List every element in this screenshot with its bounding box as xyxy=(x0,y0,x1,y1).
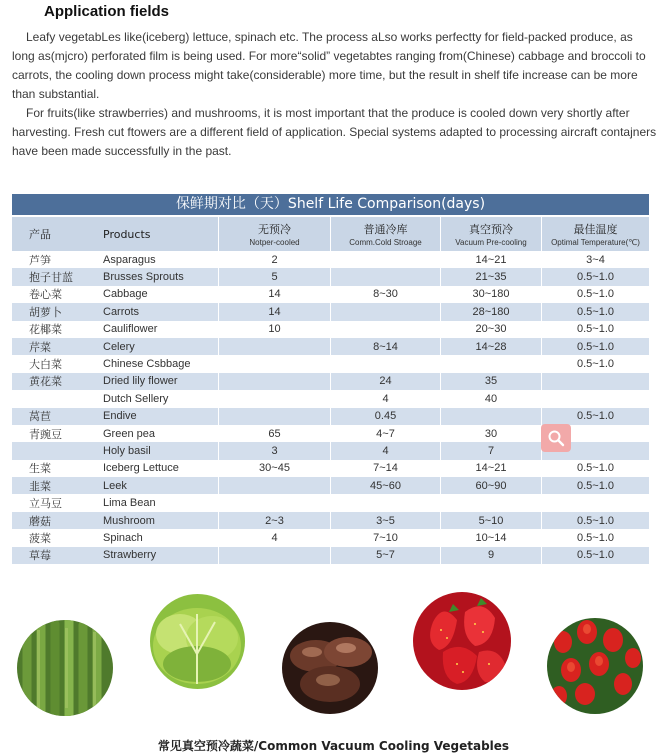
cell-product-zh: 韭菜 xyxy=(29,479,51,493)
cell-vacuum-precooling: 7 xyxy=(440,442,541,459)
cell-not-precooled xyxy=(218,494,330,511)
cell-product-zh: 莴苣 xyxy=(29,410,51,424)
table-row xyxy=(12,355,649,372)
cell-product-zh: 蘑菇 xyxy=(29,514,51,528)
cell-optimal-temperature: 0.5~1.0 xyxy=(541,268,649,285)
cell-optimal-temperature xyxy=(541,390,649,407)
cell-cold-storage xyxy=(330,268,440,285)
cell-product-zh: 菠菜 xyxy=(29,531,51,545)
table-row xyxy=(12,303,649,320)
header-text: 真空预冷 xyxy=(469,223,513,236)
cell-not-precooled xyxy=(218,355,330,372)
cell-cold-storage xyxy=(330,355,440,372)
cell-not-precooled: 30~45 xyxy=(218,460,330,477)
table-row xyxy=(12,390,649,407)
cell-not-precooled xyxy=(218,373,330,390)
header-text: 无预冷 xyxy=(258,223,291,236)
table-row xyxy=(12,286,649,303)
cell-cold-storage: 4 xyxy=(330,390,440,407)
section-heading: Application fields xyxy=(44,3,170,20)
cell-vacuum-precooling: 35 xyxy=(440,373,541,390)
cell-product-en: Asparagus xyxy=(103,253,156,266)
cell-product-zh xyxy=(12,390,91,407)
header-subtext: Comm.Cold Stroage xyxy=(349,238,422,247)
header-optimal-temperature xyxy=(541,217,649,251)
cell-vacuum-precooling: 60~90 xyxy=(440,477,541,494)
cell-product-zh: 大白菜 xyxy=(29,358,62,372)
header-not-precooled xyxy=(218,217,330,251)
table-row xyxy=(12,268,649,285)
cell-product-en: Holy basil xyxy=(103,444,151,457)
cell-cold-storage xyxy=(330,494,440,511)
cell-optimal-temperature: 0.5~1.0 xyxy=(541,512,649,529)
table-row xyxy=(12,321,649,338)
cell-not-precooled xyxy=(218,390,330,407)
cell-product-zh xyxy=(12,442,91,459)
cell-product-zh: 芹菜 xyxy=(29,340,51,354)
vegetable-photos xyxy=(0,590,667,720)
header-text: Products xyxy=(103,227,151,241)
cell-product-en: Mushroom xyxy=(103,514,155,527)
cell-optimal-temperature xyxy=(541,494,649,511)
cell-cold-storage: 8~30 xyxy=(330,286,440,303)
cell-product-en: Cauliflower xyxy=(103,323,158,336)
cell-cold-storage: 4~7 xyxy=(330,425,440,442)
cell-optimal-temperature: 0.5~1.0 xyxy=(541,321,649,338)
mushroom-photo xyxy=(282,622,378,714)
zoom-button[interactable] xyxy=(541,424,571,452)
cell-cold-storage: 8~14 xyxy=(330,338,440,355)
cell-cold-storage: 7~10 xyxy=(330,529,440,546)
cell-not-precooled: 2~3 xyxy=(218,512,330,529)
cell-optimal-temperature: 0.5~1.0 xyxy=(541,547,649,564)
cell-product-en: Endive xyxy=(103,410,137,423)
header-text: 最佳温度 xyxy=(573,223,618,236)
cell-optimal-temperature: 0.5~1.0 xyxy=(541,338,649,355)
table-row xyxy=(12,547,649,564)
cell-optimal-temperature: 0.5~1.0 xyxy=(541,460,649,477)
cell-product-zh: 抱子甘蓝 xyxy=(29,271,73,285)
cell-optimal-temperature: 0.5~1.0 xyxy=(541,355,649,372)
cell-vacuum-precooling: 30~180 xyxy=(440,286,541,303)
header-cold-storage xyxy=(330,217,440,251)
cell-not-precooled xyxy=(218,408,330,425)
cell-product-zh: 生菜 xyxy=(29,462,51,476)
header-text: 普通冷库 xyxy=(363,223,408,236)
cell-vacuum-precooling xyxy=(440,355,541,372)
paragraph-vegetables: Leafy vegetabLes like(iceberg) lettuce, spinach etc. The process aLso works perfectty for field-packed produce, as long as(mjcro) perforated film is being used. For more“solid” vegetabtes ranging from(Chinese) cabbage and broccoli to carrots, the cooling down process might take(considerable) more time, but the result in shelf tife increase can be more than substantial. xyxy=(12,30,646,101)
cell-optimal-temperature: 0.5~1.0 xyxy=(541,529,649,546)
cell-not-precooled xyxy=(218,338,330,355)
table-row xyxy=(12,529,649,546)
cell-not-precooled: 4 xyxy=(218,529,330,546)
cell-not-precooled: 3 xyxy=(218,442,330,459)
tulip-photo xyxy=(547,618,643,714)
cell-product-en: Dutch Sellery xyxy=(103,392,169,405)
table-row xyxy=(12,251,649,268)
header-product-zh xyxy=(12,217,91,251)
header-subtext: Vacuum Pre-cooling xyxy=(455,238,527,247)
cell-vacuum-precooling: 40 xyxy=(440,390,541,407)
cell-product-en: Spinach xyxy=(103,531,143,544)
cell-cold-storage xyxy=(330,303,440,320)
cell-product-en: Iceberg Lettuce xyxy=(103,462,179,475)
table-row xyxy=(12,408,649,425)
table-row xyxy=(12,460,649,477)
shelf-life-table xyxy=(12,194,649,564)
cell-product-zh: 草莓 xyxy=(29,549,51,563)
cell-optimal-temperature xyxy=(541,373,649,390)
cell-product-en: Carrots xyxy=(103,305,140,318)
cell-vacuum-precooling xyxy=(440,494,541,511)
cell-product-zh: 芦笋 xyxy=(29,253,51,267)
cell-cold-storage: 5~7 xyxy=(330,547,440,564)
table-header-row xyxy=(12,215,649,251)
cell-product-en: Chinese Csbbage xyxy=(103,358,191,371)
cell-cold-storage: 3~5 xyxy=(330,512,440,529)
cell-product-en: Celery xyxy=(103,340,135,353)
cell-cold-storage: 45~60 xyxy=(330,477,440,494)
table-row xyxy=(12,373,649,390)
cell-not-precooled: 10 xyxy=(218,321,330,338)
cell-not-precooled: 65 xyxy=(218,425,330,442)
cell-vacuum-precooling: 21~35 xyxy=(440,268,541,285)
cell-cold-storage: 0.45 xyxy=(330,408,440,425)
header-vacuum-precooling xyxy=(440,217,541,251)
cell-vacuum-precooling: 9 xyxy=(440,547,541,564)
cell-product-zh: 卷心菜 xyxy=(29,288,62,302)
header-products xyxy=(91,217,218,251)
cell-product-en: Dried lily flower xyxy=(103,375,178,388)
cell-product-en: Brusses Sprouts xyxy=(103,271,184,284)
paragraph-fruits: For fruits(like strawberries) and mushrooms, it is most important that the produce is cooled down very shortly after harvesting. Fresh cut ftowers are a different field of application. Special systems adapted to processing aircraft contajners have been made successfully in the past. xyxy=(12,106,657,158)
table-row xyxy=(12,512,649,529)
cell-product-zh: 花椰菜 xyxy=(29,323,62,337)
cell-not-precooled xyxy=(218,547,330,564)
cell-vacuum-precooling: 14~21 xyxy=(440,251,541,268)
cell-optimal-temperature: 0.5~1.0 xyxy=(541,408,649,425)
cell-product-en: Green pea xyxy=(103,427,155,440)
cell-vacuum-precooling: 28~180 xyxy=(440,303,541,320)
cell-vacuum-precooling: 5~10 xyxy=(440,512,541,529)
strawberry-photo xyxy=(413,592,511,690)
cell-vacuum-precooling: 14~28 xyxy=(440,338,541,355)
cell-not-precooled: 5 xyxy=(218,268,330,285)
cell-vacuum-precooling: 20~30 xyxy=(440,321,541,338)
photos-caption: 常见真空预冷蔬菜/Common Vacuum Cooling Vegetables xyxy=(157,739,510,753)
table-body xyxy=(12,251,649,564)
cell-cold-storage: 4 xyxy=(330,442,440,459)
cell-cold-storage xyxy=(330,321,440,338)
cell-not-precooled: 14 xyxy=(218,286,330,303)
cell-product-en: Strawberry xyxy=(103,549,157,562)
cell-not-precooled: 2 xyxy=(218,251,330,268)
cell-product-zh: 黄花菜 xyxy=(29,375,62,389)
cell-vacuum-precooling: 14~21 xyxy=(440,460,541,477)
cell-vacuum-precooling: 30 xyxy=(440,425,541,442)
cell-cold-storage: 24 xyxy=(330,373,440,390)
header-subtext: Notper-cooled xyxy=(249,238,300,247)
cell-product-en: Lima Bean xyxy=(103,497,156,510)
cell-optimal-temperature: 3~4 xyxy=(541,251,649,268)
magnifier-icon xyxy=(547,429,565,447)
asparagus-photo xyxy=(17,620,113,716)
cell-vacuum-precooling xyxy=(440,408,541,425)
table-row xyxy=(12,477,649,494)
cell-product-zh: 胡萝卜 xyxy=(29,305,62,319)
cell-product-zh: 青豌豆 xyxy=(29,427,62,441)
cell-not-precooled: 14 xyxy=(218,303,330,320)
cell-vacuum-precooling: 10~14 xyxy=(440,529,541,546)
header-subtext: Optimal Temperature(℃) xyxy=(551,238,640,247)
cell-cold-storage xyxy=(330,251,440,268)
table-row xyxy=(12,338,649,355)
table-title: 保鲜期对比（天）Shelf Life Comparison(days) xyxy=(12,194,649,215)
table-row xyxy=(12,494,649,511)
cell-cold-storage: 7~14 xyxy=(330,460,440,477)
cell-optimal-temperature: 0.5~1.0 xyxy=(541,477,649,494)
cell-product-en: Leek xyxy=(103,479,127,492)
cell-not-precooled xyxy=(218,477,330,494)
cell-optimal-temperature: 0.5~1.0 xyxy=(541,303,649,320)
lettuce-photo xyxy=(150,594,245,689)
cell-product-en: Cabbage xyxy=(103,288,148,301)
cell-product-zh: 立马豆 xyxy=(29,497,62,511)
header-text: 产品 xyxy=(29,228,51,241)
cell-optimal-temperature: 0.5~1.0 xyxy=(541,286,649,303)
